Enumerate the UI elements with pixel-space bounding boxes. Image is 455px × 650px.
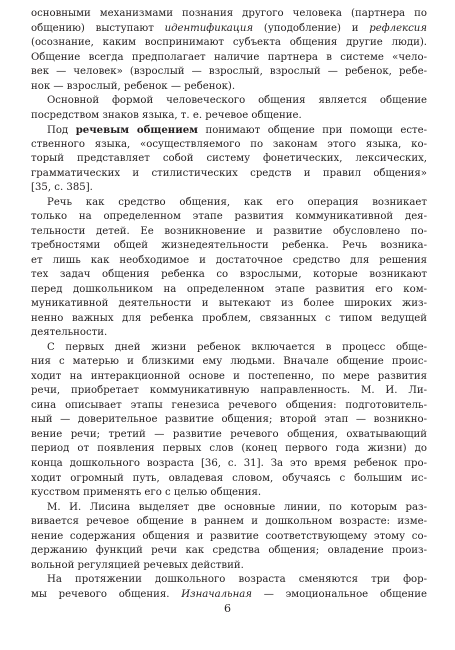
text-segment: ния с матерью и близкими ему людьми. Вначале общение проис- [31,356,427,368]
text-segment: С первых дней жизни ребенок включается в процесс обще- [47,341,427,353]
text-segment: основными механизмами познания другого человека (партнера по [31,8,427,19]
text-line [31,559,427,574]
text-line [31,210,427,225]
text-segment: (уподобление) и [253,22,370,34]
italic-term: рефлексия [369,22,427,34]
text-line [31,7,427,22]
text-line [31,413,427,428]
text-line [31,501,427,516]
text-segment: Основной формой человеческого общения является общение [47,95,427,107]
text-segment: нение содержания общения и развитие соответствующему этому со- [31,530,427,542]
text-segment: сина описывает этапы генезиса речевого общения: подготовитель- [31,399,427,411]
text-line [31,544,427,559]
text-segment: ходит огромный путь, овладевая словом, обучаясь с большим ис- [31,472,427,484]
text-segment: нок — взрослый, ребенок — ребенок). [31,80,236,92]
italic-term: Изначальная [181,588,252,600]
text-line [31,268,427,283]
text-line [31,22,427,37]
text-line [31,457,427,472]
text-segment: ненно важных для ребенка проблем, связанных с типом ведущей [31,312,427,324]
text-segment: ный — доверительное развитие общения; второй этап — возникно- [31,414,427,426]
text-segment: На протяжении дошкольного возраста сменяются три фор- [47,574,427,586]
text-line [31,80,427,95]
text-line [31,65,427,80]
text-segment: перед дошкольником на определенном этапе развития его ком- [31,283,427,295]
text-line [31,51,427,66]
text-segment: тельности детей. Ее возникновение и развитие обусловлено по- [31,225,427,237]
text-segment: посредством знаков языка, т. е. речевое общение. [31,109,302,121]
text-segment: период от появления первых слов (конец первого года жизни) до [31,443,427,455]
text-line [31,181,427,196]
text-line [31,109,427,124]
text-line [31,472,427,487]
text-segment: муникативной деятельности и вытекают из более широких жиз- [31,298,427,310]
text-segment: вивается речевое общение в раннем и дошкольном возрасте: изме- [31,516,427,528]
text-line [31,36,427,51]
text-segment: грамматических и стилистических средств и правил общения» [31,167,427,179]
text-segment: кусством применять его с целью общения. [31,487,262,499]
text-segment: Речь как средство общения, как его операция возникает [47,196,427,208]
body-text [31,7,427,602]
text-line [31,297,427,312]
text-line [31,486,427,501]
text-line [31,370,427,385]
text-line [31,428,427,443]
text-segment: речи, приобретает коммуникативную направленность. М. И. Ли- [31,385,427,397]
text-segment: ет лишь как необходимое и достаточное средство для решения [31,254,427,266]
text-segment: только на определенном этапе развития коммуникативной дея- [31,211,427,223]
italic-term: идентификация [164,22,254,34]
text-segment: тех задач общения ребенка со взрослыми, которые возникают [31,269,427,281]
text-line [31,355,427,370]
text-line [31,225,427,240]
text-line [31,312,427,327]
text-segment: век — человек» (взрослый — взрослый, взрослый — ребенок, ребе- [31,66,427,78]
text-line [31,442,427,457]
text-line [31,384,427,399]
text-segment: общению) выступают [31,22,165,34]
text-line [31,167,427,182]
text-segment: Под [47,125,76,137]
text-line [31,326,427,341]
text-line [31,152,427,167]
text-line [31,573,427,588]
page-number: 6 [224,602,231,615]
text-segment: Общение всегда предполагает наличие партнера в системе «чело- [31,51,427,63]
text-line [31,123,427,138]
text-line [31,515,427,530]
text-segment: деятельности. [31,327,108,339]
text-line [31,94,427,109]
bold-term: речевым общением [75,124,198,137]
text-segment: мы речевого общения. [31,588,182,600]
text-line [31,196,427,211]
text-line [31,530,427,545]
text-segment: вольной регуляцией речевых действий. [31,559,244,571]
text-segment: [35, с. 385]. [31,182,93,194]
text-segment: торый представляет собой систему фонетических, лексических, [31,153,427,165]
text-segment: понимают общение при помощи есте- [197,125,427,137]
text-line [31,239,427,254]
text-segment: вение речи; третий — развитие речевого общения, охватывающий [31,428,427,440]
text-segment: держанию функций речи как средства общения; овладение произ- [31,545,427,557]
text-segment: ственного языка, «осуществляемого по законам этого языка, ко- [31,138,427,150]
text-segment: — эмоциональное общение [251,588,427,600]
text-line [31,283,427,298]
text-segment: (осознание, каким воспринимают субъекта общения другие люди). [31,37,427,49]
text-segment: конца дошкольного возраста [36, с. 31]. За это время ребенок про- [31,457,427,469]
text-line [31,138,427,153]
text-segment: ходит на интеракционной основе и постепенно, по мере развития [31,370,427,382]
text-line [31,588,427,603]
text-line [31,254,427,269]
text-segment: требностями общей жизнедеятельности ребенка. Речь возника- [31,240,427,252]
text-line [31,399,427,414]
text-segment: М. И. Лисина выделяет две основные линии, по которым раз- [47,501,427,513]
text-line [31,341,427,356]
